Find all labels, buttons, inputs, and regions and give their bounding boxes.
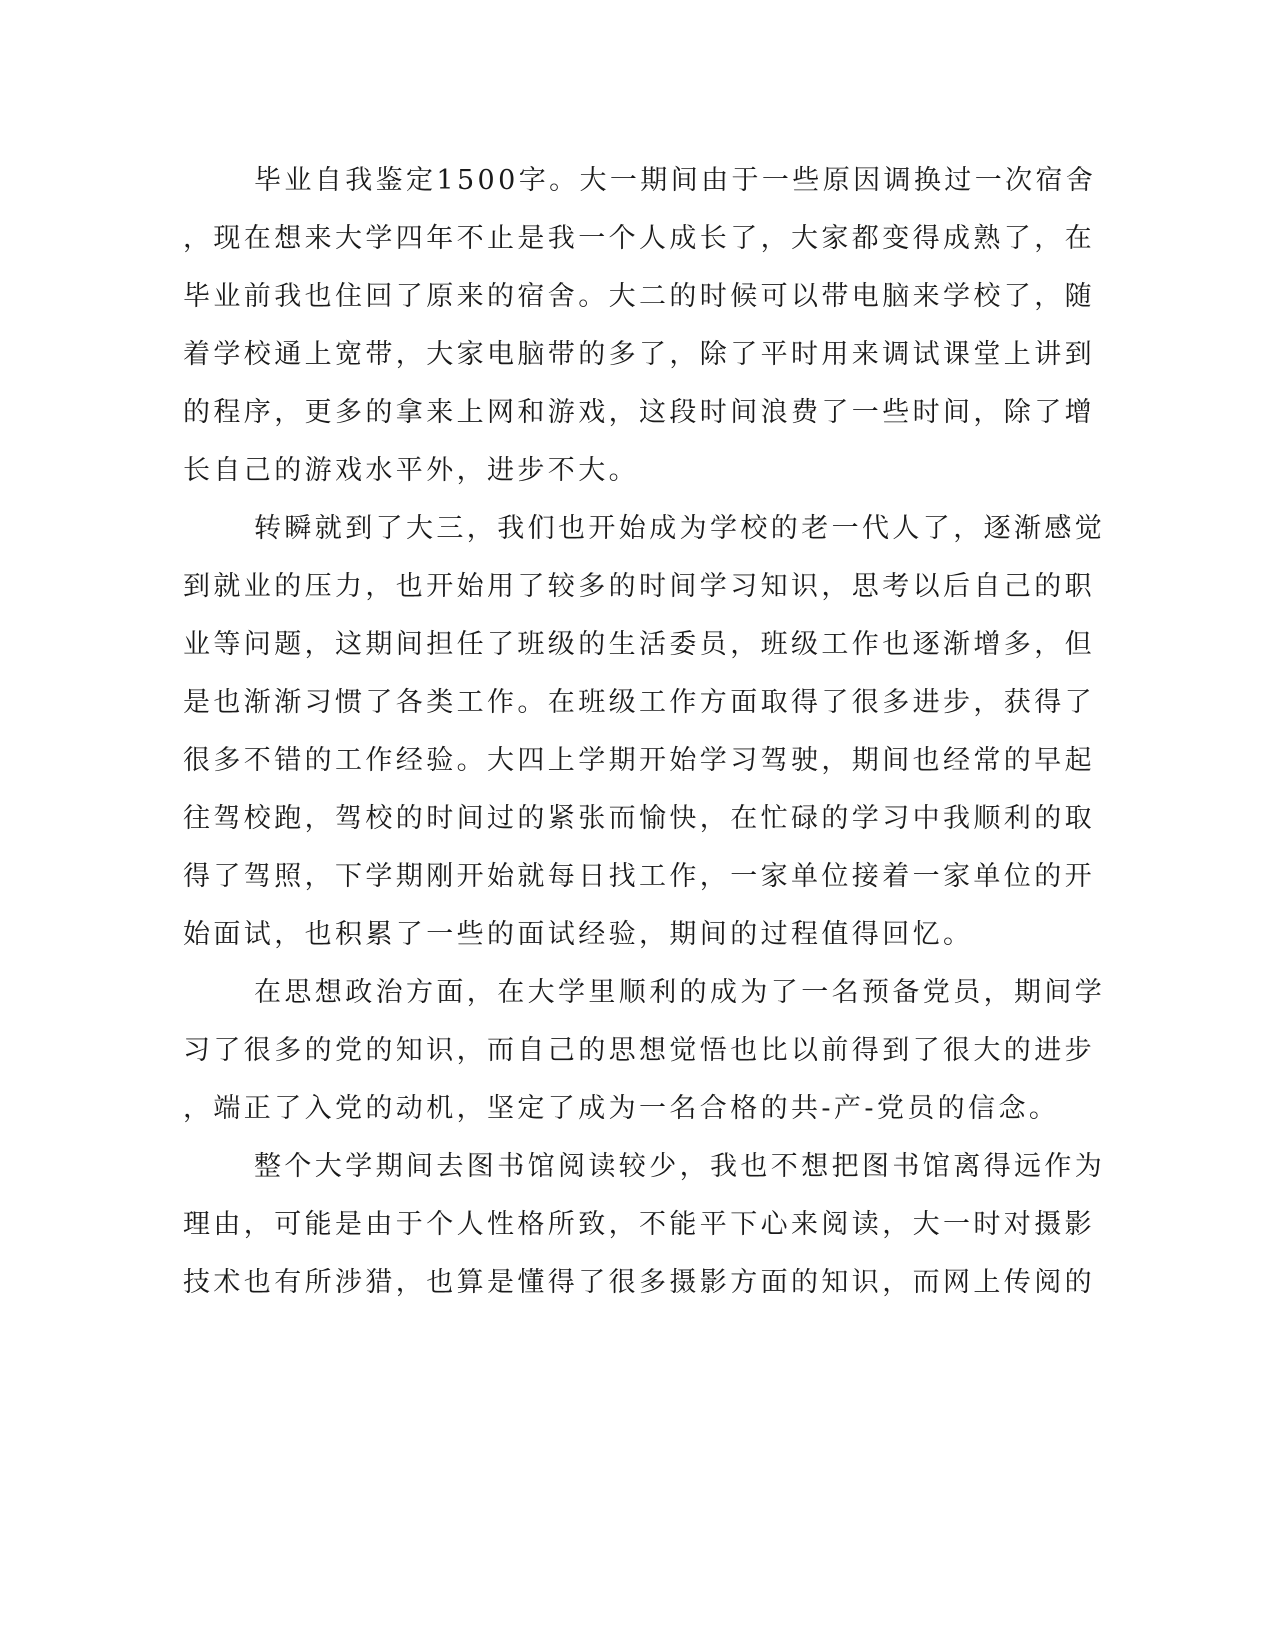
text-line: 往驾校跑，驾校的时间过的紧张而愉快，在忙碌的学习中我顺利的取 [183, 803, 1095, 834]
text-line: 整个大学期间去图书馆阅读较少，我也不想把图书馆离得远作为 [254, 1151, 1106, 1182]
text-line: 在思想政治方面，在大学里顺利的成为了一名预备党员，期间学 [254, 977, 1106, 1008]
text-line: 习了很多的党的知识，而自己的思想觉悟也比以前得到了很大的进步 [183, 1035, 1095, 1066]
text-line: 很多不错的工作经验。大四上学期开始学习驾驶，期间也经常的早起 [183, 745, 1095, 776]
text-line: 的程序，更多的拿来上网和游戏，这段时间浪费了一些时间，除了增 [183, 397, 1095, 428]
text-line: 得了驾照，下学期刚开始就每日找工作，一家单位接着一家单位的开 [183, 861, 1095, 892]
text-line: 始面试，也积累了一些的面试经验，期间的过程值得回忆。 [183, 919, 974, 950]
text-line: 着学校通上宽带，大家电脑带的多了，除了平时用来调试课堂上讲到 [183, 339, 1095, 370]
text-line: 毕业前我也住回了原来的宿舍。大二的时候可以带电脑来学校了，随 [183, 281, 1095, 312]
text-line: ，端正了入党的动机，坚定了成为一名合格的共-产-党员的信念。 [183, 1093, 1060, 1124]
text-line: 业等问题，这期间担任了班级的生活委员，班级工作也逐渐增多，但 [183, 629, 1095, 660]
text-line: 到就业的压力，也开始用了较多的时间学习知识，思考以后自己的职 [183, 571, 1095, 602]
text-line: 理由，可能是由于个人性格所致，不能平下心来阅读，大一时对摄影 [183, 1209, 1095, 1240]
text-line: 技术也有所涉猎，也算是懂得了很多摄影方面的知识，而网上传阅的 [183, 1267, 1095, 1298]
text-line: 转瞬就到了大三，我们也开始成为学校的老一代人了，逐渐感觉 [254, 513, 1106, 544]
text-line: ，现在想来大学四年不止是我一个人成长了，大家都变得成熟了，在 [183, 223, 1095, 254]
text-line: 毕业自我鉴定1500字。大一期间由于一些原因调换过一次宿舍 [254, 165, 1097, 196]
text-line: 长自己的游戏水平外，进步不大。 [183, 455, 639, 486]
text-line: 是也渐渐习惯了各类工作。在班级工作方面取得了很多进步，获得了 [183, 687, 1095, 718]
